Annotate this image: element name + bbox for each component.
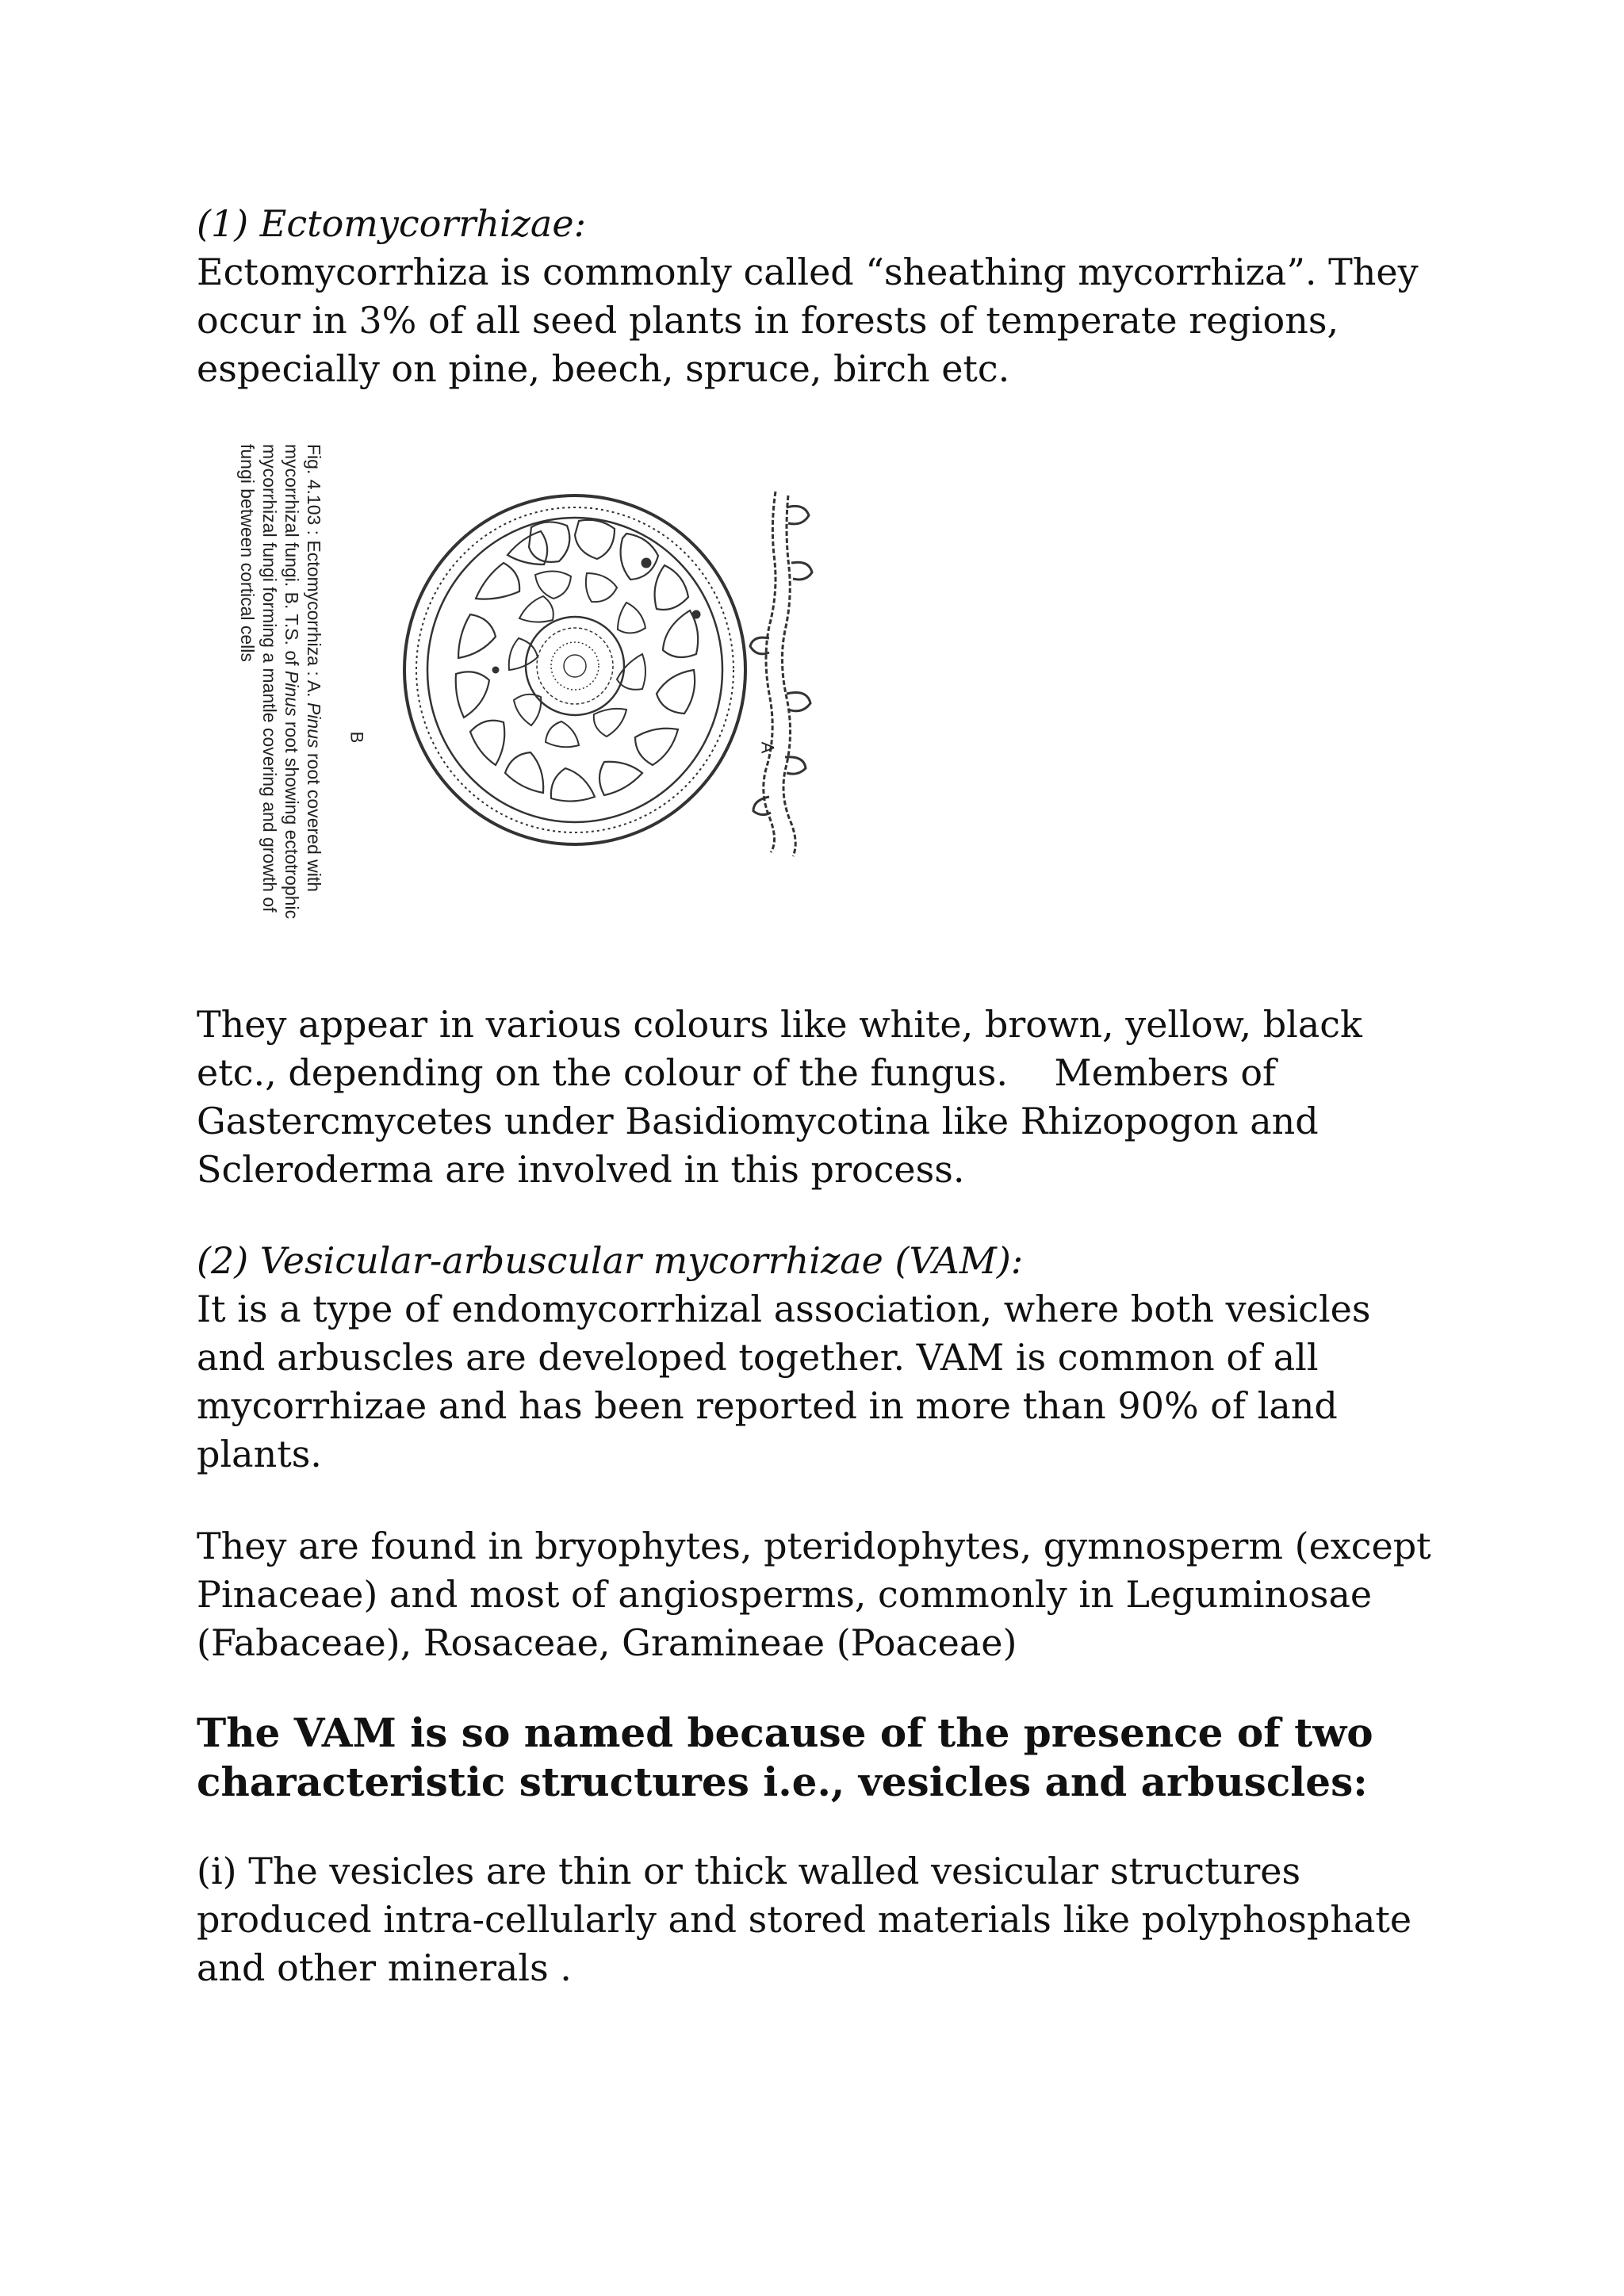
paragraph-ectomycorrhiza-intro: Ectomycorrhiza is commonly called “sheathing mycorrhiza”. They occur in 3% of all seed plants in forests of temperate regions, especially on pine, beech, spruce, birch etc.: [197, 251, 1419, 390]
section-heading-vam: (2) Vesicular-arbuscular mycorrhizae (VAM):: [197, 1239, 1024, 1282]
figure-label-b: B: [347, 731, 367, 744]
figure-ectomycorrhiza: [214, 432, 872, 939]
root-cross-section: [404, 496, 745, 844]
bold-heading-vam-named: The VAM is so named because of the presence of two characteristic structures i.e., vesicles and arbuscles:: [197, 1709, 1373, 1805]
paragraph-distribution-text: They are found in bryophytes, pteridophytes, gymnosperm (except Pinaceae) and most of angiosperms, commonly in Leguminosae (Fabaceae), Rosaceae, Gramineae (Poaceae): [197, 1525, 1431, 1664]
paragraph-vesicles-text: (i) The vesicles are thin or thick walled vesicular structures produced intra-cellularly and stored materials like polyphosphate and other minerals .: [197, 1850, 1412, 1989]
section-vam: [197, 1237, 1434, 1479]
bold-heading-block: [197, 1709, 1434, 1807]
paragraph-vesicles: [197, 1847, 1434, 1992]
paragraph-distribution: [197, 1522, 1434, 1667]
paragraph-colours: [197, 1001, 1434, 1194]
ectomycorrhiza-illustration: [214, 432, 872, 939]
figure-label-a: A: [757, 741, 778, 754]
figure-caption: Fig. 4.103 : Ectomycorrhiza : A. Pinus root covered with mycorrhizal fungi. B. T.S. of Pinus root showing ectotrophic mycorrhizal fungi forming a mantle covering and growth of fungi between cortical cells: [237, 444, 324, 920]
paragraph-vam-intro: It is a type of endomycorrhizal association, where both vesicles and arbuscles are developed together. VAM is common of all mycorrhizae and has been reported in more than 90% of land plants.: [197, 1288, 1371, 1475]
section-heading-ectomycorrhizae: (1) Ectomycorrhizae:: [197, 202, 587, 245]
section-ectomycorrhizae: [197, 200, 1434, 393]
pinus-root-drawing: [750, 492, 812, 856]
paragraph-colours-text: They appear in various colours like white, brown, yellow, black etc., depending on the colour of the fungus. Members of Gastercmycetes under Basidiomycotina like Rhizopogon and Scleroderma are involved in this process.: [197, 1003, 1374, 1191]
